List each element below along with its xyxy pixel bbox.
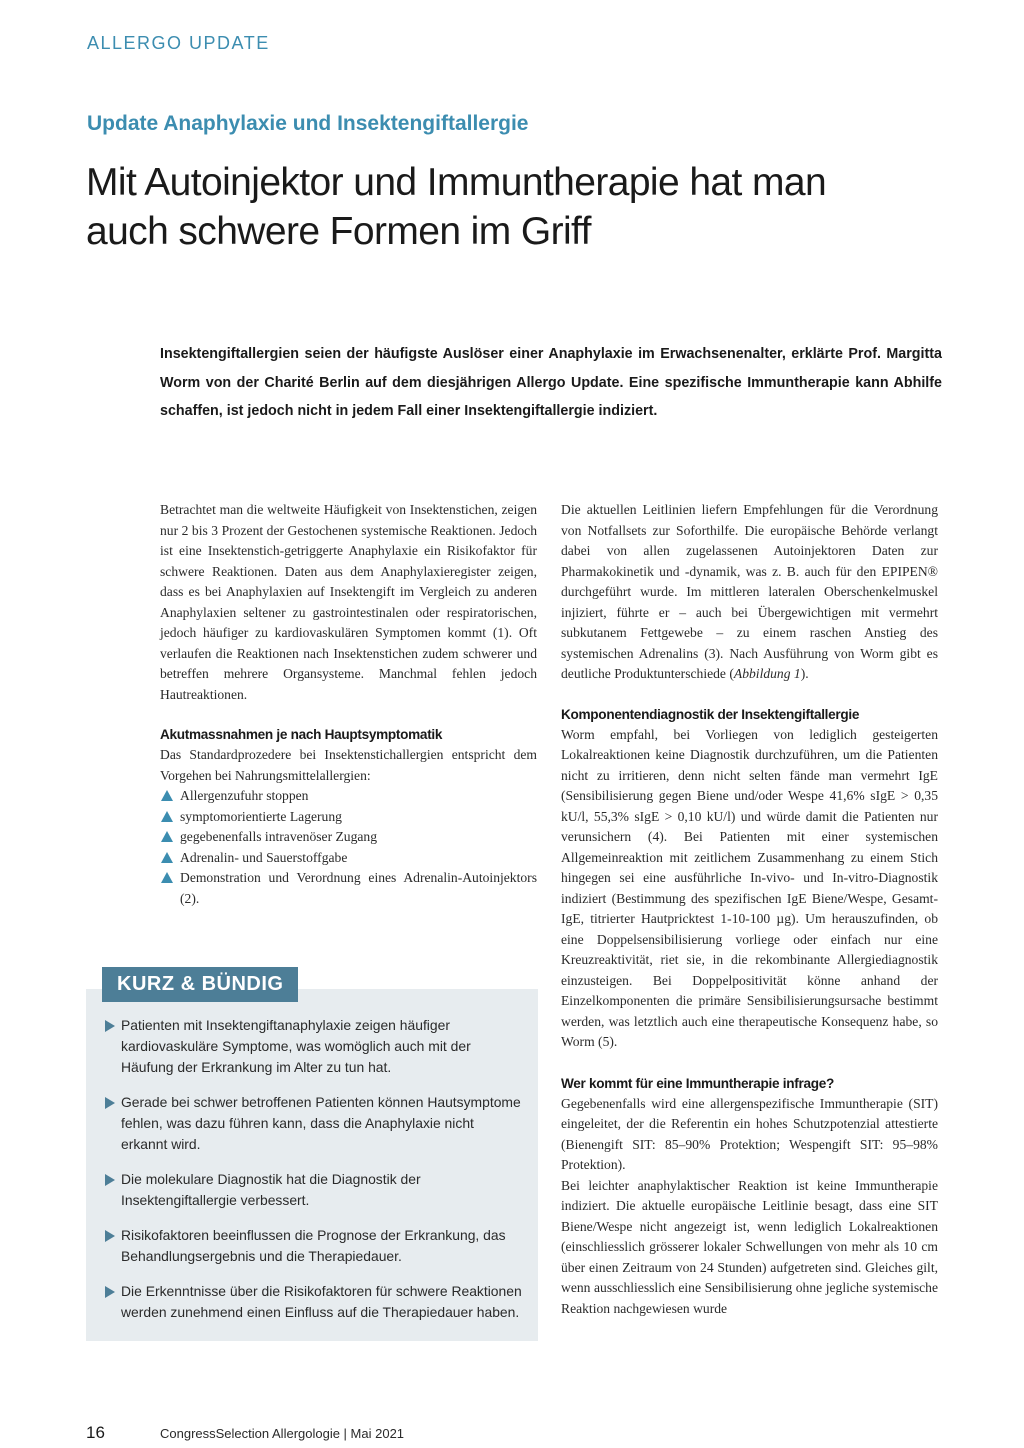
figure-reference: Abbildung 1 <box>733 666 801 681</box>
section-label: ALLERGO UPDATE <box>87 33 270 53</box>
arrow-right-icon <box>105 1286 115 1298</box>
indication-paragraph: Bei leichter anaphylaktischer Reaktion ist keine Immuntherapie indiziert. Die aktuelle europäische Leitlinie besagt, dass eine SIT Biene/Wespe nicht angezeigt ist, wenn lediglich Lokalreaktionen (einschliesslich grösserer lokaler Schwellungen von mehr als 10 cm über einen Zeitraum von 24 Stunden) aufgetreten sind. Gleiches gilt, wenn ausschliesslich eine Sensibilisierung ohne jegliche systemische Reaktion nachgewiesen wurde <box>561 1177 938 1316</box>
autoinjector-paragraph: Die aktuellen Leitlinien liefern Empfehlungen für die Verordnung von Notfallsets zur Soforthilfe. Die europäische Behörde verlangt dabei von allen zugelassenen Autoinjektoren Daten zur Pharmakokinetik und -dynamik, was z. B. auch für den EPIPEN® durchgeführt wurde. Im mittleren lateralen Oberschenkelmuskel injiziert, führte er – auch bei Übergewichtigen mit vermehrt subkutanem Fettgewebe – zu einem raschen Anstieg des systemischen Adrenalins (3). Nach Ausführung von Worm gibt es deutliche Produktunterschiede (Abbildung 1). <box>561 502 938 681</box>
list-item: gegebenenfalls intravenöser Zugang <box>160 827 537 848</box>
heading-komponentendiagnostik: Komponentendiagnostik der Insektengiftallergie <box>561 706 860 722</box>
heading-immuntherapie: Wer kommt für eine Immuntherapie infrage? <box>561 1075 834 1091</box>
procedure-paragraph: Das Standardprozedere bei Insektenstichallergien entspricht dem Vorgehen bei Nahrungsmittelallergien: <box>160 747 537 783</box>
footer-journal: CongressSelection Allergologie | Mai 2021 <box>160 1426 405 1441</box>
diagnostics-paragraph: Worm empfahl, bei Vorliegen von lediglich gesteigerten Lokalreaktionen keine Diagnostik durchzuführen, um die Patienten nicht zu irritieren, denn nicht selten fände man vermehrt IgE (Sensibilisierung gegen Biene und/oder Wespe 41,6% sIgE > 0,35 kU/l, 55,3% sIgE > 0,10 kU/l) und würde damit die Patienten nur verunsichern (4). Bei Patienten mit einer systemischen Allgemeinreaktion mit zeitlichem Zusammenhang zu einem Stich hingegen sei eine ausführliche In-vivo- und In-vitro-Diagnostik indiziert (Bestimmung des spezifischen IgE Biene/Wespe, Gesamt-IgE, titrierter Hautpricktest 1-10-100 µg). Um herauszufinden, ob eine Doppelsensibilisierung vorliege oder einfach nur eine Kreuzreaktivität, riet sie, in die rekombinante Allergiediagnostik einzusteigen. Bei Doppelpositivität könne anhand der Einzelkomponenten die primäre Sensibilisierungsursache bestimmt werden, was letztlich auch eine therapeutische Konsequenz habe, so Worm (5). <box>561 726 938 1049</box>
summary-item: Patienten mit Insektengiftanaphylaxie zeigen häufiger kardiovaskuläre Symptome, was womöglich auch mit der Häufung der Erkrankung im Alter zu tun hat. <box>104 1015 524 1078</box>
heading-akutmassnahmen: Akutmassnahmen je nach Hauptsymptomatik <box>160 727 443 742</box>
title-line-1: Mit Autoinjektor und Immuntherapie hat man <box>86 161 827 204</box>
title-line-2: auch schwere Formen im Griff <box>86 210 591 253</box>
triangle-bullet-icon <box>161 790 173 801</box>
lead-paragraph: Insektengiftallergien seien der häufigste Auslöser einer Anaphylaxie im Erwachsenenalter, erklärte Prof. Margitta Worm von der Charité Berlin auf dem diesjährigen Allergo Update. Eine spezifische Immuntherapie kann Abhilfe schaffen, ist jedoch nicht in jedem Fall einer Insektengiftallergie indiziert. <box>160 346 942 419</box>
summary-item: Gerade bei schwer betroffenen Patienten können Hautsymptome fehlen, was dazu führen kann, dass die Anaphylaxie nicht erkannt wird. <box>104 1092 524 1155</box>
page-number: 16 <box>86 1423 105 1442</box>
intro-paragraph: Betrachtet man die weltweite Häufigkeit von Insektenstichen, zeigen nur 2 bis 3 Prozent der Gestochenen systemische Reaktionen. Jedoch ist eine Insektenstich-getriggerte Anaphylaxie ein Risikofaktor für schwere Reaktionen. Daten aus dem Anaphylaxieregister zeigen, dass es bei Anaphylaxien auf Insektengift im Vergleich zu anderen Anaphylaxien seltener zu gastrointestinalen oder respiratorischen, jedoch häufiger zu kardiovaskulären Symptomen kommt (1). Oft verlaufen die Reaktionen nach Insektenstichen zudem schwerer und betreffen mehrere Organsysteme. Manchmal fehlen jedoch Hautreaktionen. <box>160 502 537 702</box>
arrow-right-icon <box>105 1174 115 1186</box>
triangle-bullet-icon <box>161 811 173 822</box>
triangle-bullet-icon <box>161 872 173 883</box>
summary-item: Die Erkenntnisse über die Risikofaktoren für schwere Reaktionen werden zunehmend einen Einfluss auf die Therapiedauer haben. <box>104 1281 524 1323</box>
measures-list <box>160 786 537 909</box>
article-kicker: Update Anaphylaxie und Insektengiftallergie <box>87 112 529 135</box>
list-item: Adrenalin- und Sauerstoffgabe <box>160 848 537 869</box>
summary-item: Die molekulare Diagnostik hat die Diagnostik der Insektengiftallergie verbessert. <box>104 1169 524 1211</box>
triangle-bullet-icon <box>161 852 173 863</box>
triangle-bullet-icon <box>161 831 173 842</box>
summary-label: KURZ & BÜNDIG <box>102 967 298 1002</box>
summary-list <box>104 1015 524 1337</box>
left-column <box>160 500 537 909</box>
list-item: symptomorientierte Lagerung <box>160 807 537 828</box>
summary-item: Risikofaktoren beeinflussen die Prognose der Erkrankung, das Behandlungsergebnis und die Therapiedauer. <box>104 1225 524 1267</box>
list-item: Allergenzufuhr stoppen <box>160 786 537 807</box>
article-title <box>86 158 966 256</box>
list-item: Demonstration und Verordnung eines Adrenalin-Autoinjektors (2). <box>160 868 537 909</box>
arrow-right-icon <box>105 1097 115 1109</box>
arrow-right-icon <box>105 1230 115 1242</box>
right-column <box>561 500 938 1319</box>
arrow-right-icon <box>105 1020 115 1032</box>
immunotherapy-paragraph: Gegebenenfalls wird eine allergenspezifische Immuntherapie (SIT) eingeleitet, der die Referentin ein hohes Schutzpotenzial attestierte (Bienengift SIT: 85–90% Protektion; Wespengift SIT: 95–98% Protektion). <box>561 1095 938 1172</box>
